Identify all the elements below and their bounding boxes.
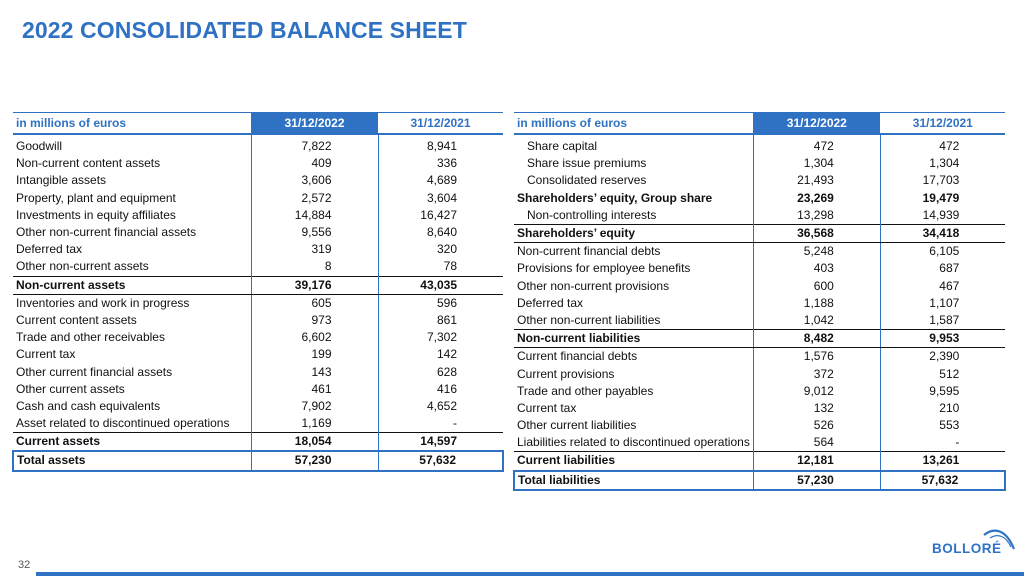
assets-row-label: Intangible assets xyxy=(16,173,107,188)
assets-table-row xyxy=(13,224,503,241)
bollore-logo xyxy=(932,527,1016,561)
assets-value-2022: 39,176 xyxy=(251,276,378,294)
liabilities-table-row xyxy=(514,471,1005,490)
liabilities-row-label: Current financial debts xyxy=(517,349,638,364)
assets-value-2022: 9,556 xyxy=(251,224,378,241)
liabilities-value-2021: 687 xyxy=(939,261,960,276)
assets-value-2022: 57,230 xyxy=(251,451,378,470)
liabilities-value-2022: 472 xyxy=(753,134,880,155)
logo-text: BOLLORÉ xyxy=(932,541,1002,556)
assets-row-label: Other current financial assets xyxy=(16,364,173,379)
assets-table-row xyxy=(13,381,503,398)
liabilities-value-2022: 1,188 xyxy=(753,295,880,312)
liabilities-value-2022: 13,298 xyxy=(753,207,880,225)
liabilities-row-label: Deferred tax xyxy=(517,295,584,310)
assets-row-label: Other non-current assets xyxy=(16,259,149,274)
page-title: 2022 CONSOLIDATED BALANCE SHEET xyxy=(22,17,467,43)
liabilities-row-label: Share issue premiums xyxy=(527,156,647,171)
liabilities-value-2022: 36,568 xyxy=(753,224,880,242)
assets-value-2022: 8 xyxy=(251,258,378,276)
liabilities-value-2022: 1,576 xyxy=(753,348,880,366)
liabilities-value-2022: 8,482 xyxy=(753,330,880,348)
liabilities-row-label: Provisions for employee benefits xyxy=(517,261,691,276)
liabilities-value-2022: 12,181 xyxy=(753,452,880,471)
liabilities-table-row xyxy=(514,452,1005,471)
assets-table-row xyxy=(13,276,503,294)
liabilities-value-2022: 57,230 xyxy=(753,471,880,490)
assets-table-row xyxy=(13,172,503,189)
liabilities-row-label: Total liabilities xyxy=(514,471,753,490)
assets-value-2022: 605 xyxy=(251,294,378,312)
assets-table-row xyxy=(13,363,503,380)
assets-row-label: Other non-current financial assets xyxy=(16,225,197,240)
liabilities-row-label: Shareholders’ equity, Group share xyxy=(517,190,713,205)
liabilities-table-row xyxy=(514,224,1005,242)
assets-table-row xyxy=(13,451,503,470)
page-number: 32 xyxy=(18,559,31,571)
liabilities-value-2022: 526 xyxy=(753,417,880,434)
assets-value-2021: 43,035 xyxy=(378,276,503,294)
assets-row-label: Deferred tax xyxy=(16,242,83,257)
logo-swoosh-icon xyxy=(982,527,1016,553)
assets-col-2022-header: 31/12/2022 xyxy=(251,113,378,135)
liabilities-value-2022: 1,304 xyxy=(753,155,880,172)
assets-value-2021: 320 xyxy=(436,242,457,257)
liabilities-value-2022: 600 xyxy=(753,278,880,295)
liabilities-col-2022-header: 31/12/2022 xyxy=(753,113,880,135)
liabilities-value-2021: 512 xyxy=(939,366,960,381)
liabilities-value-2021: 472 xyxy=(939,139,960,154)
liabilities-row-label: Non-current liabilities xyxy=(514,330,753,348)
assets-table-row xyxy=(13,433,503,452)
liabilities-table-row xyxy=(514,207,1005,225)
assets-row-label: Inventories and work in progress xyxy=(16,295,190,310)
liabilities-table-row xyxy=(514,155,1005,172)
assets-value-2022: 6,602 xyxy=(251,329,378,346)
assets-value-2021: 142 xyxy=(436,347,457,362)
assets-table-row xyxy=(13,190,503,207)
assets-value-2022: 199 xyxy=(251,346,378,363)
liabilities-row-label: Other non-current liabilities xyxy=(517,312,661,327)
assets-value-2021: 14,597 xyxy=(378,433,503,452)
assets-value-2022: 973 xyxy=(251,312,378,329)
liabilities-table-row xyxy=(514,172,1005,189)
liabilities-table-row xyxy=(514,400,1005,417)
assets-row-label: Non-current content assets xyxy=(16,156,161,171)
assets-table-row xyxy=(13,346,503,363)
assets-value-2021: 8,640 xyxy=(426,225,457,240)
liabilities-value-2021: 17,703 xyxy=(922,173,960,188)
liabilities-value-2021: 19,479 xyxy=(922,190,960,205)
liabilities-value-2022: 23,269 xyxy=(753,190,880,207)
liabilities-value-2022: 132 xyxy=(753,400,880,417)
assets-value-2021: 416 xyxy=(436,381,457,396)
liabilities-value-2022: 5,248 xyxy=(753,243,880,261)
liabilities-value-2021: 6,105 xyxy=(929,244,960,259)
assets-value-2021: 7,302 xyxy=(426,330,457,345)
assets-row-label: Goodwill xyxy=(16,139,63,154)
liabilities-table-row xyxy=(514,383,1005,400)
liabilities-value-2022: 1,042 xyxy=(753,312,880,330)
liabilities-row-label: Consolidated reserves xyxy=(527,173,647,188)
assets-value-2022: 461 xyxy=(251,381,378,398)
liabilities-table-row xyxy=(514,278,1005,295)
assets-table-row xyxy=(13,415,503,433)
liabilities-value-2021: 210 xyxy=(939,400,960,415)
assets-col-2021-header: 31/12/2021 xyxy=(378,113,503,135)
liabilities-table xyxy=(513,112,1006,491)
assets-row-label: Current tax xyxy=(16,347,76,362)
liabilities-value-2022: 9,012 xyxy=(753,383,880,400)
liabilities-value-2021: 9,595 xyxy=(929,383,960,398)
liabilities-row-label: Trade and other payables xyxy=(517,383,654,398)
assets-value-2022: 319 xyxy=(251,241,378,258)
liabilities-value-2021: 553 xyxy=(939,418,960,433)
liabilities-table-row xyxy=(514,312,1005,330)
assets-value-2022: 3,606 xyxy=(251,172,378,189)
liabilities-value-2021: 2,390 xyxy=(929,349,960,364)
assets-value-2022: 7,902 xyxy=(251,398,378,415)
liabilities-row-label: Liabilities related to discontinued operations xyxy=(517,435,750,450)
liabilities-table-row xyxy=(514,417,1005,434)
liabilities-value-2021: - xyxy=(955,435,960,450)
liabilities-table-row xyxy=(514,260,1005,277)
liabilities-value-2022: 21,493 xyxy=(753,172,880,189)
liabilities-row-label: Non-current financial debts xyxy=(517,244,661,259)
assets-table-row xyxy=(13,207,503,224)
liabilities-row-label: Current liabilities xyxy=(514,452,753,471)
liabilities-value-2021: 1,304 xyxy=(929,156,960,171)
liabilities-table-row xyxy=(514,348,1005,366)
liabilities-col-2021-header: 31/12/2021 xyxy=(880,113,1005,135)
liabilities-value-2022: 403 xyxy=(753,260,880,277)
assets-value-2021: 16,427 xyxy=(420,207,457,222)
assets-row-label: Current content assets xyxy=(16,312,137,327)
assets-value-2021: 78 xyxy=(443,259,457,274)
liabilities-value-2021: 467 xyxy=(939,278,960,293)
assets-row-label: Trade and other receivables xyxy=(16,330,165,345)
assets-row-label: Current assets xyxy=(13,433,251,452)
liabilities-row-label: Current tax xyxy=(517,400,577,415)
liabilities-row-label: Current provisions xyxy=(517,366,615,381)
assets-value-2021: 628 xyxy=(436,364,457,379)
assets-value-2021: 861 xyxy=(436,312,457,327)
liabilities-value-2021: 34,418 xyxy=(880,224,1005,242)
footer-bar xyxy=(36,572,1024,576)
assets-table-row xyxy=(13,329,503,346)
liabilities-value-2022: 372 xyxy=(753,365,880,382)
assets-table-row xyxy=(13,258,503,276)
liabilities-header-row xyxy=(514,113,1005,135)
assets-value-2021: - xyxy=(453,416,457,431)
assets-value-2022: 409 xyxy=(251,155,378,172)
liabilities-value-2021: 1,587 xyxy=(929,312,960,327)
assets-value-2022: 7,822 xyxy=(251,134,378,155)
liabilities-value-2021: 13,261 xyxy=(880,452,1005,471)
liabilities-value-2021: 57,632 xyxy=(880,471,1005,490)
assets-table-row xyxy=(13,312,503,329)
assets-value-2022: 1,169 xyxy=(251,415,378,433)
assets-value-2022: 2,572 xyxy=(251,190,378,207)
liabilities-value-2021: 9,953 xyxy=(880,330,1005,348)
liabilities-table-row xyxy=(514,365,1005,382)
liabilities-row-label: Non-controlling interests xyxy=(527,207,657,222)
assets-table-row xyxy=(13,134,503,155)
assets-table-row xyxy=(13,155,503,172)
assets-table-row xyxy=(13,294,503,312)
assets-header-row xyxy=(13,113,503,135)
liabilities-unit-header: in millions of euros xyxy=(514,113,753,135)
liabilities-value-2021: 14,939 xyxy=(922,207,960,222)
liabilities-row-label: Shareholders’ equity xyxy=(514,224,753,242)
assets-row-label: Other current assets xyxy=(16,381,125,396)
assets-value-2021: 596 xyxy=(436,295,457,310)
assets-row-label: Asset related to discontinued operations xyxy=(16,416,230,431)
liabilities-row-label: Share capital xyxy=(527,139,598,154)
assets-value-2021: 8,941 xyxy=(426,139,457,154)
assets-value-2021: 4,652 xyxy=(426,398,457,413)
assets-value-2021: 336 xyxy=(436,156,457,171)
assets-row-label: Total assets xyxy=(13,451,251,470)
assets-value-2021: 57,632 xyxy=(378,451,503,470)
liabilities-row-label: Other current liabilities xyxy=(517,418,637,433)
assets-value-2021: 4,689 xyxy=(426,173,457,188)
assets-row-label: Property, plant and equipment xyxy=(16,190,176,205)
assets-row-label: Investments in equity affiliates xyxy=(16,207,176,222)
assets-row-label: Cash and cash equivalents xyxy=(16,398,161,413)
liabilities-row-label: Other non-current provisions xyxy=(517,278,670,293)
liabilities-table-row xyxy=(514,190,1005,207)
assets-row-label: Non-current assets xyxy=(13,276,251,294)
liabilities-value-2022: 564 xyxy=(753,434,880,452)
assets-value-2021: 3,604 xyxy=(426,190,457,205)
assets-value-2022: 14,884 xyxy=(251,207,378,224)
liabilities-value-2021: 1,107 xyxy=(929,295,960,310)
assets-table-row xyxy=(13,398,503,415)
liabilities-table-row xyxy=(514,295,1005,312)
assets-value-2022: 18,054 xyxy=(251,433,378,452)
assets-value-2022: 143 xyxy=(251,363,378,380)
liabilities-table-row xyxy=(514,134,1005,155)
assets-unit-header: in millions of euros xyxy=(13,113,251,135)
assets-table xyxy=(12,112,504,472)
assets-table-row xyxy=(13,241,503,258)
liabilities-table-row xyxy=(514,243,1005,261)
liabilities-table-row xyxy=(514,330,1005,348)
liabilities-table-row xyxy=(514,434,1005,452)
